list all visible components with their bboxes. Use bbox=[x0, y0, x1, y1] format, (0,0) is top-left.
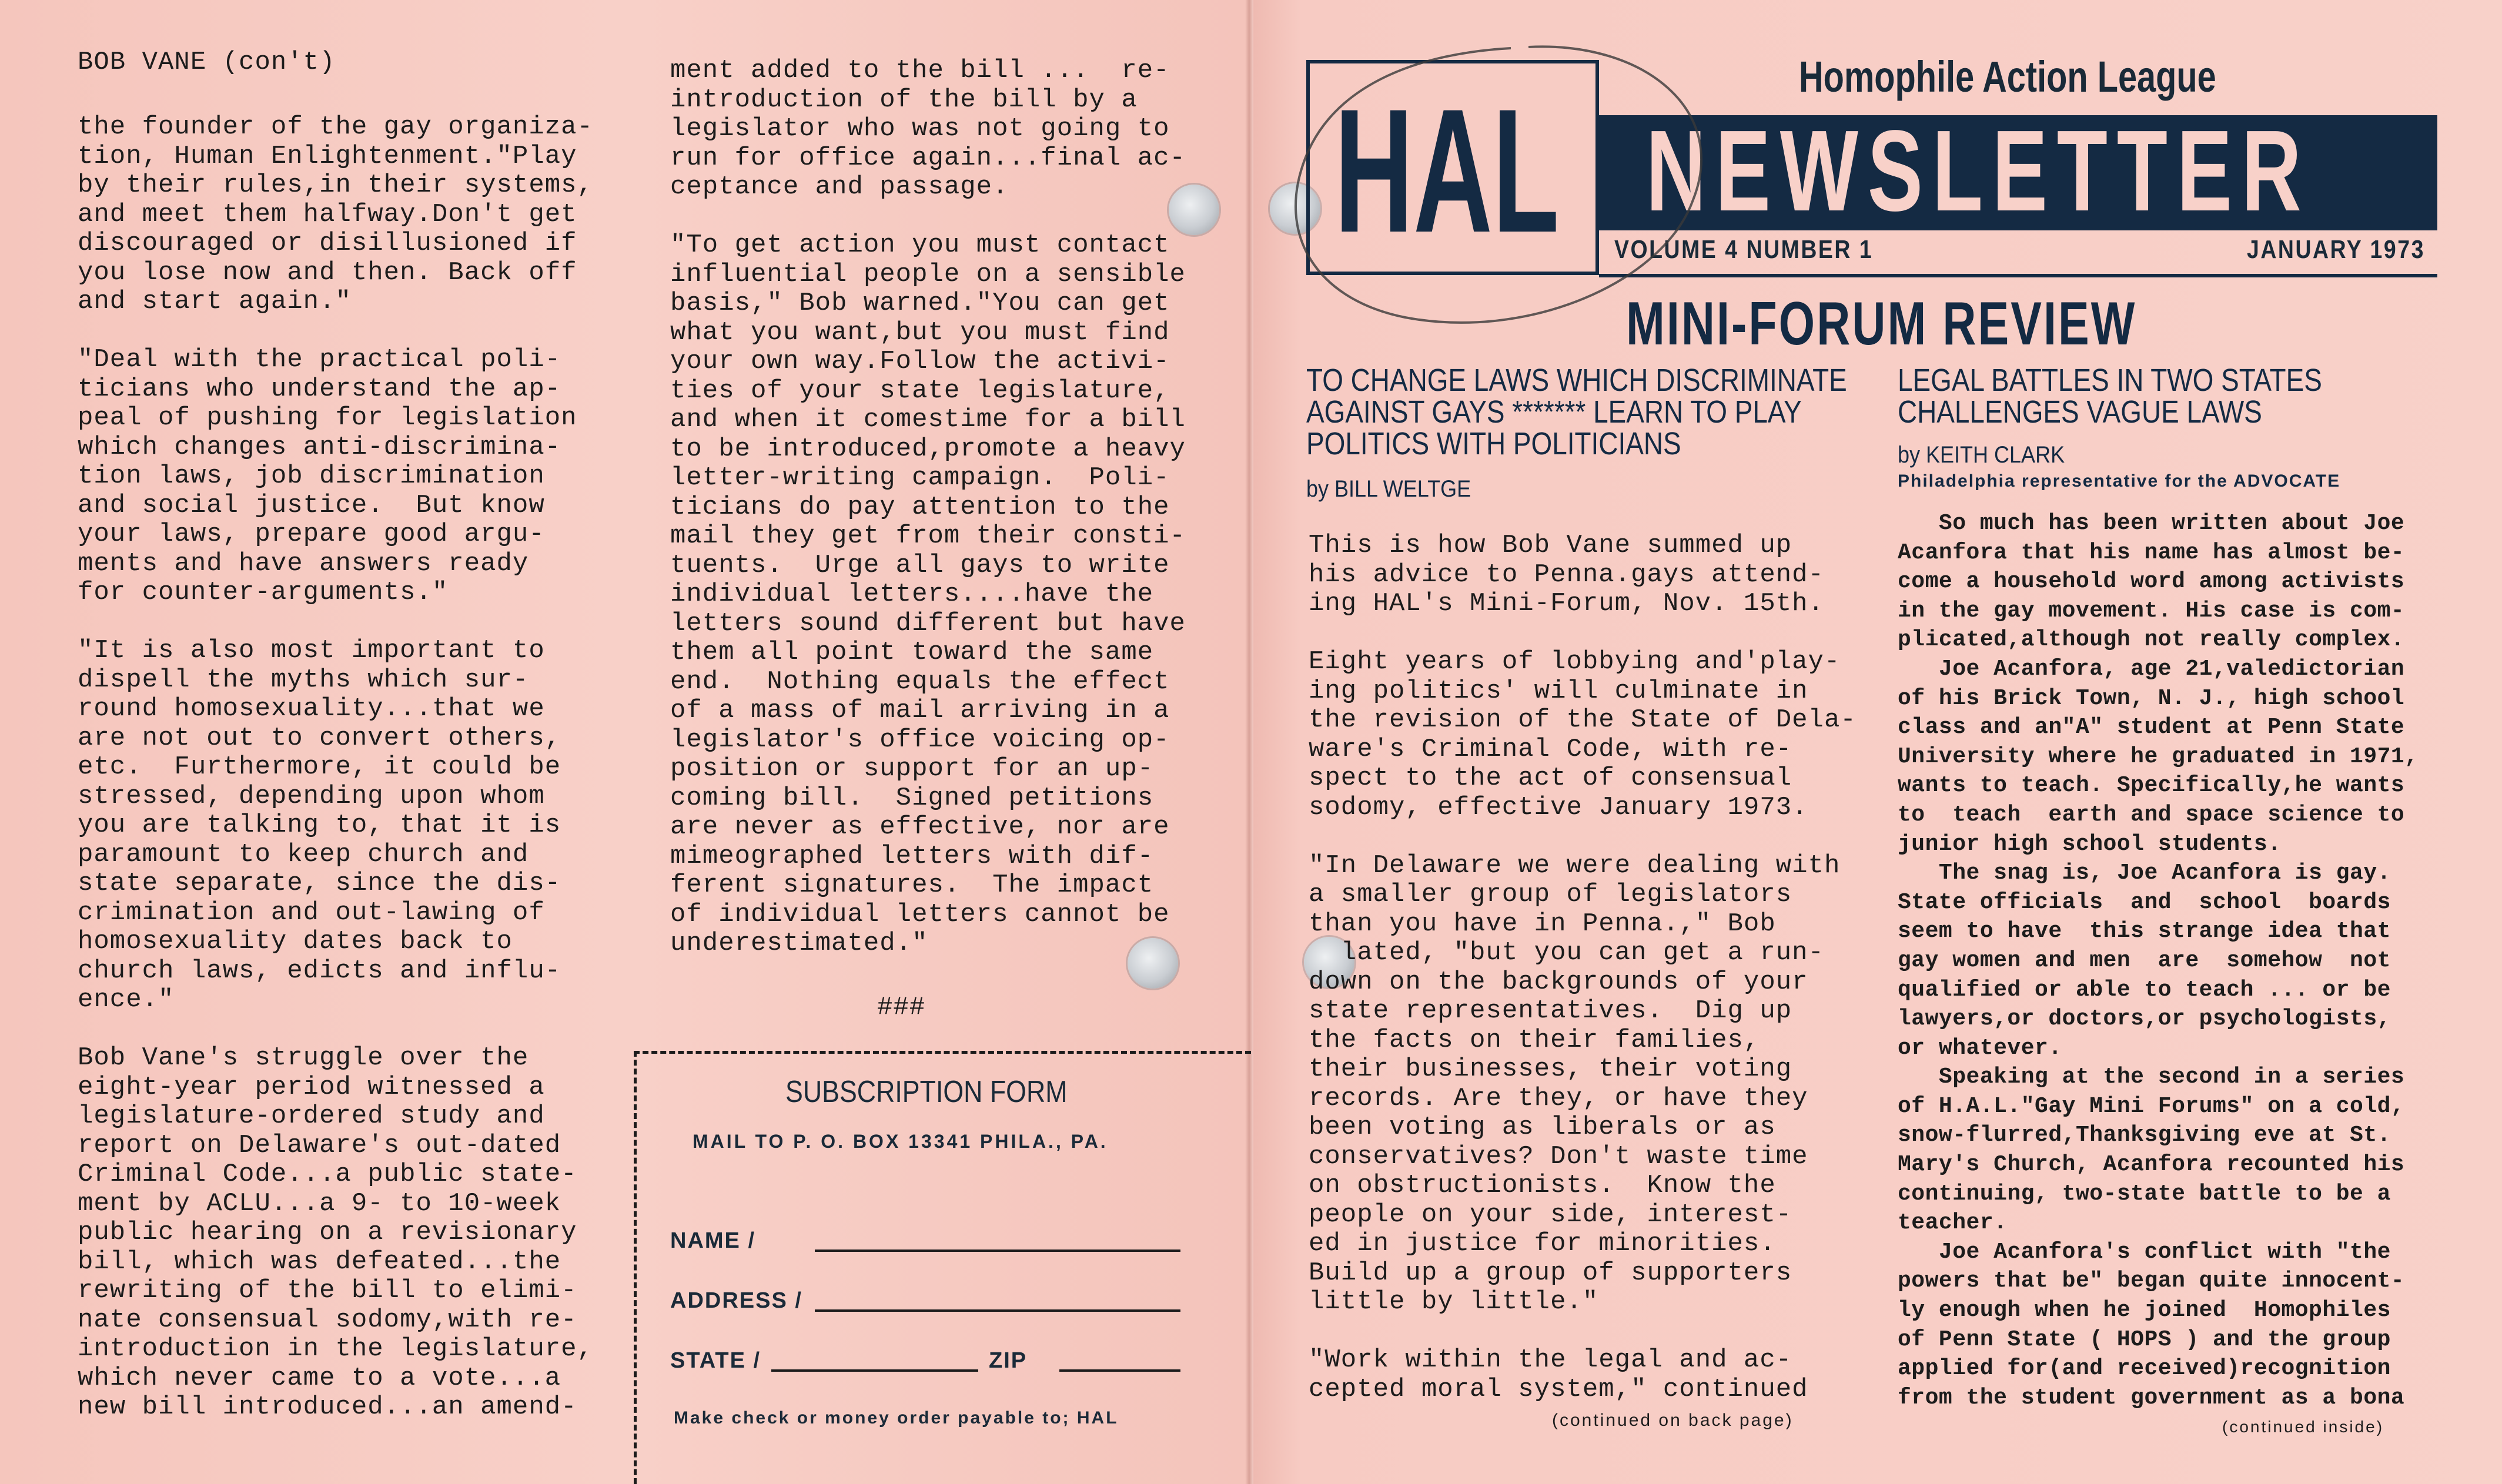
text-line: nate consensual sodomy,with re- bbox=[78, 1305, 577, 1335]
text-line: powers that be" began quite innocent- bbox=[1898, 1268, 2405, 1294]
text-line: Mary's Church, Acanfora recounted his bbox=[1898, 1152, 2405, 1178]
org-name: Homophile Action League bbox=[1799, 52, 2216, 101]
text-line: ly enough when he joined Homophiles bbox=[1898, 1298, 2391, 1324]
text-line: "It is also most important to bbox=[78, 636, 545, 665]
text-line: "Work within the legal and ac- bbox=[1309, 1345, 1792, 1375]
text-line: Build up a group of supporters bbox=[1309, 1258, 1792, 1288]
text-line: than you have in Penna.," Bob bbox=[1309, 909, 1776, 939]
text-line: lawyers,or doctors,or psychologists, bbox=[1898, 1006, 2391, 1032]
article1-paragraph bbox=[1309, 531, 1873, 619]
article1-paragraph bbox=[1309, 1346, 1873, 1404]
article1-continued: (continued on back page) bbox=[1552, 1411, 1794, 1430]
text-line: influential people on a sensible bbox=[670, 259, 1186, 289]
text-line: paramount to keep church and bbox=[78, 839, 529, 869]
text-line: end. Nothing equals the effect bbox=[670, 666, 1170, 696]
hal-logo: HAL bbox=[1334, 72, 1560, 269]
text-line: class and an"A" student at Penn State bbox=[1898, 715, 2405, 741]
text-line: seem to have this strange idea that bbox=[1898, 919, 2391, 944]
text-line: are not out to convert others, bbox=[78, 723, 561, 753]
left-column-1 bbox=[78, 113, 636, 1451]
text-line: eight-year period witnessed a bbox=[78, 1072, 545, 1102]
text-line: mimeographed letters with dif- bbox=[670, 841, 1154, 871]
section-title: MINI-FORUM REVIEW bbox=[1626, 290, 2137, 358]
end-mark: ### bbox=[877, 993, 926, 1022]
text-line: Joe Acanfora, age 21,valedictorian bbox=[1898, 656, 2405, 682]
text-line: Acanfora that his name has almost be- bbox=[1898, 540, 2405, 565]
text-line: people on your side, interest- bbox=[1309, 1200, 1792, 1230]
text-line: ferent signatures. The impact bbox=[670, 870, 1154, 900]
state-label: STATE / bbox=[670, 1348, 761, 1373]
text-line: gay women and men are somehow not bbox=[1898, 947, 2391, 973]
text-line: discouraged or disillusioned if bbox=[78, 229, 577, 258]
zip-label: ZIP bbox=[989, 1348, 1028, 1373]
text-line: the founder of the gay organiza- bbox=[78, 112, 593, 142]
text-line: homosexuality dates back to bbox=[78, 927, 513, 956]
text-line: cepted moral system," continued bbox=[1309, 1374, 1808, 1404]
text-line: "In Delaware we were dealing with bbox=[1309, 850, 1841, 880]
continued-heading: BOB VANE (con't) bbox=[78, 48, 336, 77]
text-line: tion, Human Enlightenment."Play bbox=[78, 141, 577, 171]
text-line: basis," Bob warned."You can get bbox=[670, 289, 1170, 318]
text-line: ware's Criminal Code, with re- bbox=[1309, 734, 1792, 764]
text-line: state representatives. Dig up bbox=[1309, 996, 1792, 1026]
text-line: come a household word among activists bbox=[1898, 569, 2405, 595]
text-line: wants to teach. Specifically,he wants bbox=[1898, 773, 2405, 799]
text-line: in the gay movement. His case is com- bbox=[1898, 598, 2405, 624]
col1-paragraph bbox=[78, 346, 636, 608]
volume-number: VOLUME 4 NUMBER 1 bbox=[1614, 235, 1874, 264]
text-line: stressed, depending upon whom bbox=[78, 781, 545, 811]
text-line: their businesses, their voting bbox=[1309, 1054, 1792, 1084]
text-line: and meet them halfway.Don't get bbox=[78, 199, 577, 229]
text-line: you are talking to, that it is bbox=[78, 810, 561, 840]
text-line: The snag is, Joe Acanfora is gay. bbox=[1898, 860, 2391, 886]
text-line: ing politics' will culminate in bbox=[1309, 676, 1808, 706]
text-line: snow-flurred,Thanksgiving eve at St. bbox=[1898, 1123, 2391, 1148]
text-line: a smaller group of legislators bbox=[1309, 880, 1792, 909]
col1-paragraph bbox=[78, 113, 636, 317]
text-line: ties of your state legislature, bbox=[670, 376, 1170, 406]
text-line: legislature-ordered study and bbox=[78, 1101, 545, 1131]
text-line: the revision of the State of Dela- bbox=[1309, 705, 1857, 735]
text-line: run for office again...final ac- bbox=[670, 143, 1186, 173]
article1-body bbox=[1309, 531, 1873, 1433]
text-line: new bill introduced...an amend- bbox=[78, 1392, 577, 1422]
text-line: crimination and out-lawing of bbox=[78, 897, 545, 927]
text-line: down on the backgrounds of your bbox=[1309, 967, 1808, 997]
text-line: position or support for an up- bbox=[670, 754, 1154, 783]
text-line: ticians do pay attention to the bbox=[670, 492, 1170, 522]
name-field[interactable] bbox=[815, 1249, 1180, 1252]
text-line: teacher. bbox=[1898, 1210, 2008, 1236]
text-line: or whatever. bbox=[1898, 1035, 2062, 1061]
text-line: legislator who was not going to bbox=[670, 114, 1170, 143]
article1-paragraph bbox=[1309, 852, 1873, 1317]
text-line: of individual letters cannot be bbox=[670, 899, 1170, 929]
text-line: introduction of the bill by a bbox=[670, 85, 1138, 115]
name-label: NAME / bbox=[670, 1228, 755, 1253]
text-line: continuing, two-state battle to be a bbox=[1898, 1181, 2391, 1207]
col2-paragraph bbox=[670, 56, 1235, 202]
text-line: ments and have answers ready bbox=[78, 548, 529, 578]
article2-continued: (continued inside) bbox=[2222, 1418, 2384, 1436]
newsletter-title: NEWSLETTER bbox=[1646, 106, 2311, 235]
text-line: legislator's office voicing op- bbox=[670, 725, 1170, 755]
text-line: peal of pushing for legislation bbox=[78, 403, 577, 433]
text-line: records. Are they, or have they bbox=[1309, 1083, 1808, 1113]
text-line: report on Delaware's out-dated bbox=[78, 1130, 561, 1160]
text-line: what you want,but you must find bbox=[670, 317, 1170, 347]
text-line: for counter-arguments." bbox=[78, 578, 449, 607]
text-line: So much has been written about Joe bbox=[1898, 511, 2405, 536]
text-line: ence." bbox=[78, 985, 175, 1014]
text-line: public hearing on a revisionary bbox=[78, 1218, 577, 1247]
left-column-2 bbox=[670, 56, 1235, 987]
text-line: Speaking at the second in a series bbox=[1898, 1064, 2405, 1090]
text-line: State officials and school boards bbox=[1898, 889, 2391, 915]
text-line: the facts on their families, bbox=[1309, 1025, 1760, 1055]
text-line: ing HAL's Mini-Forum, Nov. 15th. bbox=[1309, 589, 1824, 618]
text-line: individual letters....have the bbox=[670, 579, 1154, 609]
text-line: and when it comestime for a bill bbox=[670, 405, 1186, 434]
text-line: and social justice. But know bbox=[78, 490, 545, 520]
text-line: to be introduced,promote a heavy bbox=[670, 434, 1186, 464]
text-line: applied for(and received)recognition bbox=[1898, 1356, 2391, 1382]
text-line: spect to the act of consensual bbox=[1309, 763, 1792, 793]
text-line: University where he graduated in 1971, bbox=[1898, 743, 2419, 769]
text-line: underestimated." bbox=[670, 929, 928, 958]
text-line: and start again." bbox=[78, 287, 352, 316]
col1-paragraph bbox=[78, 637, 636, 1015]
address-field[interactable] bbox=[815, 1309, 1180, 1312]
text-line: of Penn State ( HOPS ) and the group bbox=[1898, 1326, 2391, 1352]
article2-body bbox=[1898, 509, 2486, 1412]
text-line: his advice to Penna.gays attend- bbox=[1309, 560, 1824, 589]
text-line: plicated,although not really complex. bbox=[1898, 627, 2405, 653]
text-line: to teach earth and space science to bbox=[1898, 802, 2405, 828]
article1-paragraph bbox=[1309, 648, 1873, 822]
text-line: which never came to a vote...a bbox=[78, 1363, 561, 1393]
text-line: mail they get from their consti- bbox=[670, 521, 1186, 551]
text-line: ed in justice for minorities. bbox=[1309, 1229, 1776, 1258]
text-line: of a mass of mail arriving in a bbox=[670, 696, 1170, 725]
text-line: ticians who understand the ap- bbox=[78, 374, 561, 404]
text-line: your own way.Follow the activi- bbox=[670, 347, 1170, 376]
subscription-title: SUBSCRIPTION FORM bbox=[785, 1075, 1068, 1109]
text-line: ceptance and passage. bbox=[670, 172, 1009, 202]
text-line: ment by ACLU...a 9- to 10-week bbox=[78, 1188, 561, 1218]
text-line: tion laws, job discrimination bbox=[78, 461, 545, 491]
text-line: on obstructionists. Know the bbox=[1309, 1171, 1776, 1200]
text-line: ment added to the bill ... re- bbox=[670, 56, 1170, 85]
text-line: sodomy, effective January 1973. bbox=[1309, 792, 1808, 822]
article2-paragraph bbox=[1898, 509, 2486, 1412]
text-line: little by little." bbox=[1309, 1287, 1599, 1316]
text-line: of H.A.L."Gay Mini Forums" on a cold, bbox=[1898, 1093, 2405, 1119]
text-line: qualified or able to teach ... or be bbox=[1898, 977, 2391, 1003]
article2-byline-sub: Philadelphia representative for the ADVOCATE bbox=[1898, 471, 2341, 491]
subscription-mail-to: MAIL TO P. O. BOX 13341 PHILA., PA. bbox=[693, 1131, 1108, 1152]
col2-paragraph bbox=[670, 231, 1235, 959]
col1-paragraph bbox=[78, 1044, 636, 1422]
article1-headline: TO CHANGE LAWS WHICH DISCRIMINATE AGAINST GAYS ******* LEARN TO PLAY POLITICS WITH POLITICIANS bbox=[1306, 363, 1847, 461]
state-field[interactable] bbox=[771, 1369, 978, 1372]
text-line: Bob Vane's struggle over the bbox=[78, 1043, 529, 1073]
text-line: junior high school students. bbox=[1898, 831, 2282, 857]
text-line: "To get action you must contact bbox=[670, 230, 1170, 260]
article2-headline: LEGAL BATTLES IN TWO STATES CHALLENGES VAGUE LAWS bbox=[1898, 363, 2322, 430]
text-line: bill, which was defeated...the bbox=[78, 1247, 561, 1277]
payable-note: Make check or money order payable to; HAL bbox=[674, 1408, 1119, 1428]
text-line: lated, "but you can get a run- bbox=[1309, 938, 1824, 967]
text-line: been voting as liberals or as bbox=[1309, 1113, 1776, 1142]
issue-date: JANUARY 1973 bbox=[2247, 235, 2425, 264]
address-label: ADDRESS / bbox=[670, 1288, 802, 1313]
text-line: coming bill. Signed petitions bbox=[670, 783, 1154, 813]
text-line: Criminal Code...a public state- bbox=[78, 1160, 577, 1189]
text-line: round homosexuality...that we bbox=[78, 694, 545, 723]
text-line: introduction in the legislature, bbox=[78, 1334, 593, 1364]
text-line: which changes anti-discrimina- bbox=[78, 432, 561, 462]
article2-byline: by KEITH CLARK bbox=[1898, 442, 2065, 468]
text-line: "Deal with the practical poli- bbox=[78, 345, 561, 374]
text-line: Eight years of lobbying and'play- bbox=[1309, 647, 1841, 676]
text-line: etc. Furthermore, it could be bbox=[78, 752, 561, 782]
article1-byline: by BILL WELTGE bbox=[1306, 476, 1471, 502]
text-line: are never as effective, nor are bbox=[670, 812, 1170, 842]
text-line: them all point toward the same bbox=[670, 638, 1154, 667]
text-line: conservatives? Don't waste time bbox=[1309, 1141, 1808, 1171]
text-line: from the student government as a bona bbox=[1898, 1385, 2405, 1411]
text-line: you lose now and then. Back off bbox=[78, 257, 577, 287]
text-line: by their rules,in their systems, bbox=[78, 170, 593, 200]
text-line: Joe Acanfora's conflict with "the bbox=[1898, 1239, 2391, 1265]
text-line: of his Brick Town, N. J., high school bbox=[1898, 685, 2405, 711]
text-line: church laws, edicts and influ- bbox=[78, 956, 561, 986]
text-line: This is how Bob Vane summed up bbox=[1309, 531, 1792, 560]
text-line: your laws, prepare good argu- bbox=[78, 520, 545, 549]
text-line: rewriting of the bill to elimi- bbox=[78, 1276, 577, 1305]
text-line: tuents. Urge all gays to write bbox=[670, 550, 1170, 580]
text-line: letters sound different but have bbox=[670, 608, 1186, 638]
text-line: letter-writing campaign. Poli- bbox=[670, 463, 1170, 493]
text-line: state separate, since the dis- bbox=[78, 869, 561, 898]
text-line: dispell the myths which sur- bbox=[78, 665, 529, 695]
zip-field[interactable] bbox=[1059, 1369, 1180, 1372]
